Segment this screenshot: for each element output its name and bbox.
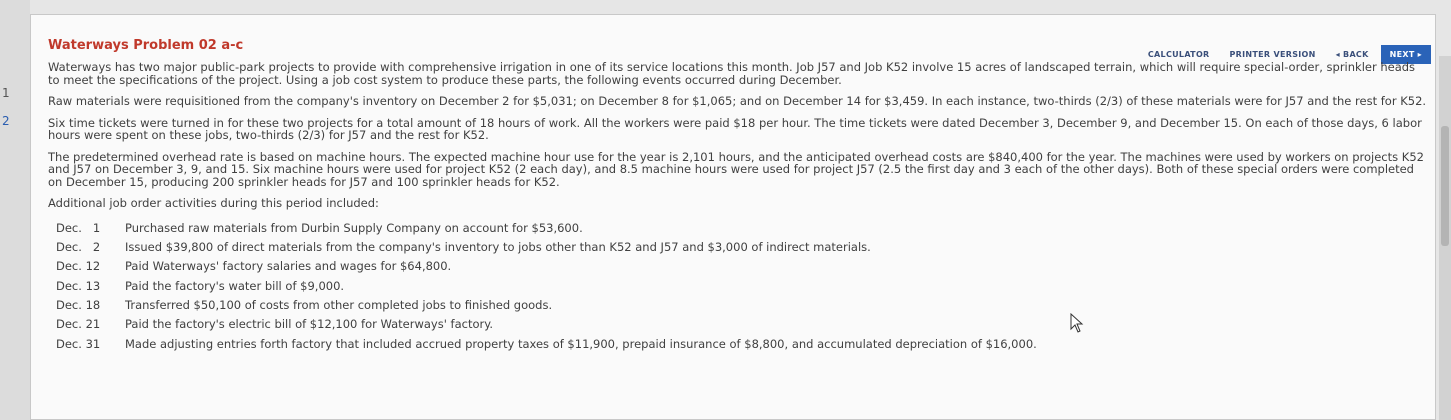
activity-date: Dec. 12 — [56, 259, 101, 274]
printer-version-button[interactable]: PRINTER VERSION — [1222, 46, 1324, 63]
activity-date: Dec. 2 — [56, 240, 101, 255]
activity-text: Paid Waterways' factory salaries and wages for $64,800. — [125, 259, 452, 274]
list-item — [56, 238, 1428, 257]
activity-text: Transferred $50,100 of costs from other completed jobs to finished goods. — [125, 298, 553, 313]
left-gutter — [0, 0, 30, 420]
scrollbar[interactable] — [1439, 56, 1451, 420]
activity-date: Dec. 13 — [56, 278, 101, 293]
activity-date: Dec. 31 — [56, 336, 101, 351]
back-button[interactable]: ◂ BACK — [1328, 46, 1377, 63]
mouse-pointer-icon — [1070, 313, 1084, 333]
activity-text: Paid the factory's water bill of $9,000. — [125, 278, 345, 293]
next-button[interactable]: NEXT ▸ — [1381, 45, 1431, 64]
problem-paragraph: Waterways has two major public-park projects to provide with comprehensive irrigation in one of its service locations this month. Job J57 and Job K52 involve 15 acres of landscaped terrain, which will require special-order, sprinkler heads to meet the specifications of the project. Using a job cost system to produce these parts, the following events occurred during December. — [48, 60, 1416, 87]
activities-list — [56, 219, 1428, 354]
activity-date: Dec. 18 — [56, 298, 101, 313]
activity-date: Dec. 21 — [56, 317, 101, 332]
list-item — [56, 296, 1428, 315]
activity-text: Made adjusting entries forth factory that included accrued property taxes of $11,900, prepaid insurance of $8,800, and accumulated depreciation of $16,000. — [125, 336, 1037, 351]
activity-text: Paid the factory's electric bill of $12,100 for Waterways' factory. — [125, 317, 494, 332]
list-item — [56, 334, 1428, 353]
activity-date: Dec. 1 — [56, 220, 101, 235]
list-item — [56, 219, 1428, 238]
problem-content — [48, 38, 1428, 354]
additional-heading: Additional job order activities during this period included: — [48, 196, 379, 210]
gutter-marker: 2 — [2, 114, 10, 128]
list-item — [56, 315, 1428, 334]
list-item — [56, 257, 1428, 276]
calculator-button[interactable]: CALCULATOR — [1140, 46, 1218, 63]
list-item — [56, 276, 1428, 295]
scrollbar-thumb[interactable] — [1441, 126, 1449, 246]
problem-paragraph: Raw materials were requisitioned from the company's inventory on December 2 for $5,031; on December 8 for $1,065; and on December 14 for $3,459. In each instance, two-thirds (2/3) of these materials were for J57 and the rest for K52. — [48, 94, 1427, 108]
activity-text: Issued $39,800 of direct materials from the company's inventory to jobs other than K52 and J57 and $3,000 of indirect materials. — [125, 240, 871, 255]
gutter-marker: 1 — [2, 86, 10, 100]
activity-text: Purchased raw materials from Durbin Supply Company on account for $53,600. — [125, 220, 583, 235]
problem-paragraph: The predetermined overhead rate is based on machine hours. The expected machine hour use for the year is 2,101 hours, and the anticipated overhead costs are $840,400 for the year. The machines were used by workers on projects K52 and J57 on December 3, 9, and 15. Six machine hours were used for project K52 (2 each day), and 8.5 machine hours were used for project J57 (2.5 the first day and 3 each of the other days). Both of these special orders were completed on December 15, producing 200 sprinkler heads for J57 and 100 sprinkler heads for K52. — [48, 149, 1424, 189]
problem-title: Waterways Problem 02 a-c — [48, 38, 244, 53]
problem-paragraph: Six time tickets were turned in for these two projects for a total amount of 18 hours of work. All the workers were paid $18 per hour. The time tickets were dated December 3, December 9, and December 15. On each of those days, 6 labor hours were spent on these jobs, two-thirds (2/3) for J57 and the rest for K52. — [48, 115, 1422, 142]
